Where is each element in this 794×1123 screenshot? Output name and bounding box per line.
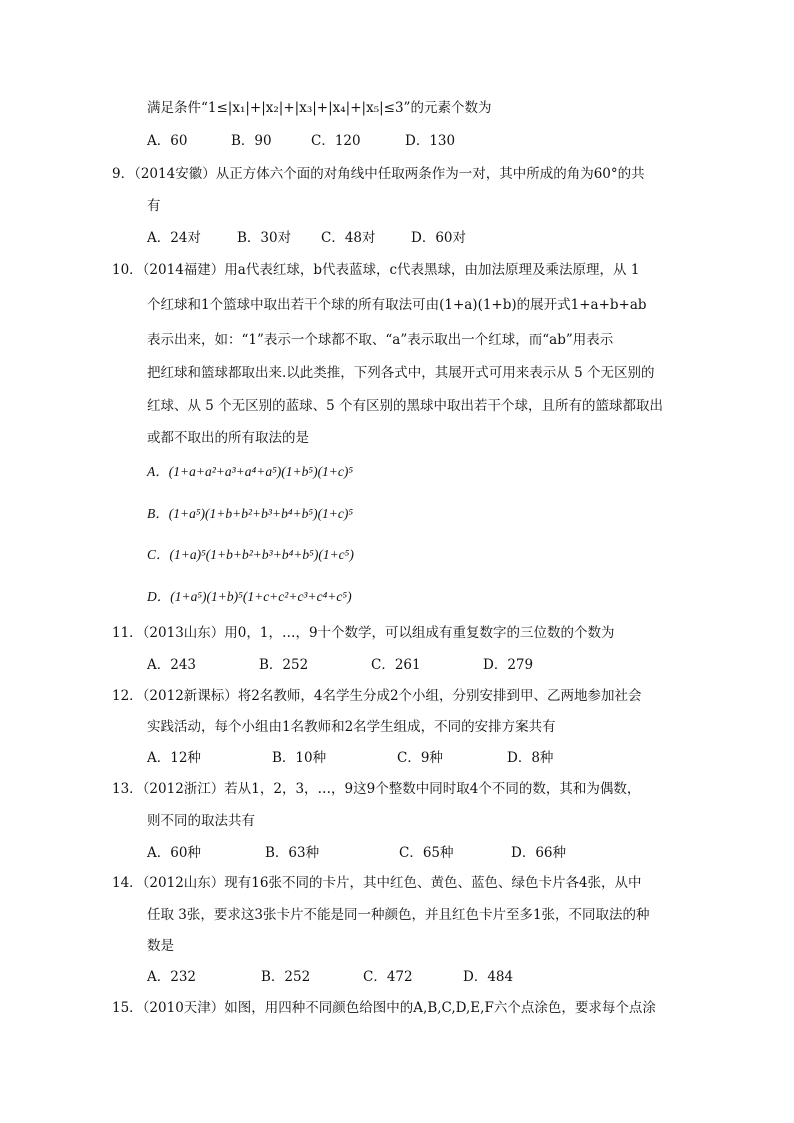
q10-stem-line-3: 表示出来，如：“1”表示一个球都不取、“a”表示取出一个红球，而“ab”用表示 <box>147 332 614 348</box>
q12-option-c: C．9种 <box>397 750 443 766</box>
q9-option-a: A．24对 <box>147 230 201 246</box>
q12-stem-line-1: 12．（2012新课标）将2名教师，4名学生分成2个小组，分别安排到甲、乙两地参加社会 <box>112 688 642 704</box>
q10-stem-line-6: 或都不取出的所有取法的是 <box>147 430 309 446</box>
q8-option-b: B．90 <box>231 133 272 149</box>
q15-stem-line-1: 15．（2010天津）如图，用四种不同颜色给图中的A,B,C,D,E,F六个点涂色，要求每个点涂 <box>112 1000 656 1016</box>
q10-option-a: A．(1+a+a²+a³+a⁴+a⁵)(1+b⁵)(1+c)⁵ <box>147 464 354 479</box>
q10-option-d: D．(1+a⁵)(1+b)⁵(1+c+c²+c³+c⁴+c⁵) <box>147 589 352 604</box>
q14-option-d: D．484 <box>463 969 514 985</box>
q11-option-a: A．243 <box>147 657 197 673</box>
q12-stem-line-2: 实践活动，每个小组由1名教师和2名学生组成，不同的安排方案共有 <box>147 719 556 735</box>
q14-option-a: A．232 <box>147 969 197 985</box>
q13-option-a: A．60种 <box>147 845 201 861</box>
q11-options <box>147 655 533 675</box>
q13-option-b: B．63种 <box>265 845 320 861</box>
q12-options <box>147 748 553 768</box>
q10-option-c: C．(1+a)⁵(1+b+b²+b³+b⁴+b⁵)(1+c⁵) <box>147 547 354 562</box>
q14-stem-line-1: 14．（2012山东）现有16张不同的卡片，其中红色、黄色、蓝色、绿色卡片各4张，从中 <box>112 875 642 891</box>
q10-stem-line-2: 个红球和1个篮球中取出若干个球的所有取法可由(1+a)(1+b)的展开式1+a+b+ab <box>147 297 647 313</box>
q10-stem-line-5: 红球、从 5 个无区别的蓝球、5 个有区别的黑球中取出若干个球，且所有的篮球都取出 <box>147 398 664 414</box>
q8-options <box>147 131 455 151</box>
q9-stem-line-1: 9．（2014安徽）从正方体六个面的对角线中任取两条作为一对，其中所成的角为60°的共 <box>112 166 645 182</box>
q13-stem-line-2: 则不同的取法共有 <box>147 813 255 829</box>
q11-stem-line-1: 11．（2013山东）用0，1，…，9十个数学，可以组成有重复数字的三位数的个数为 <box>112 625 615 641</box>
q14-stem-line-3: 数是 <box>147 938 174 954</box>
q9-option-c: C．48对 <box>321 230 376 246</box>
q9-options <box>147 228 466 248</box>
q11-option-c: C．261 <box>371 657 421 673</box>
q13-options <box>147 843 566 863</box>
q8-condition-line: 满足条件“1≤|x₁|+|x₂|+|x₃|+|x₄|+|x₅|≤3”的元素个数为 <box>147 100 492 116</box>
q8-option-a: A．60 <box>147 133 188 149</box>
q11-option-b: B．252 <box>259 657 309 673</box>
q8-option-d: D．130 <box>405 133 456 149</box>
q14-option-b: B．252 <box>261 969 311 985</box>
q14-option-c: C．472 <box>363 969 413 985</box>
q10-option-b: B．(1+a⁵)(1+b+b²+b³+b⁴+b⁵)(1+c)⁵ <box>147 506 354 521</box>
q13-option-c: C．65种 <box>399 845 454 861</box>
q14-options <box>147 967 513 987</box>
q9-stem-line-2: 有 <box>147 198 161 214</box>
q13-option-d: D．66种 <box>511 845 567 861</box>
q9-option-d: D．60对 <box>411 230 467 246</box>
q10-stem-line-4: 把红球和篮球都取出来.以此类推，下列各式中，其展开式可用来表示从 5 个无区别的 <box>147 365 655 381</box>
q14-stem-line-2: 任取 3张，要求这3张卡片不能是同一种颜色，并且红色卡片至多1张，不同取法的种 <box>147 907 650 923</box>
q12-option-b: B．10种 <box>272 750 327 766</box>
q8-option-c: C．120 <box>311 133 361 149</box>
q12-option-d: D．8种 <box>507 750 554 766</box>
q13-stem-line-1: 13．（2012浙江）若从1，2，3，…，9这9个整数中同时取4个不同的数，其和为偶数， <box>112 781 641 797</box>
q11-option-d: D．279 <box>483 657 534 673</box>
q10-stem-line-1: 10．（2014福建）用a代表红球，b代表蓝球，c代表黑球，由加法原理及乘法原理，从 1 <box>112 262 640 278</box>
q9-option-b: B．30对 <box>237 230 292 246</box>
q12-option-a: A．12种 <box>147 750 201 766</box>
